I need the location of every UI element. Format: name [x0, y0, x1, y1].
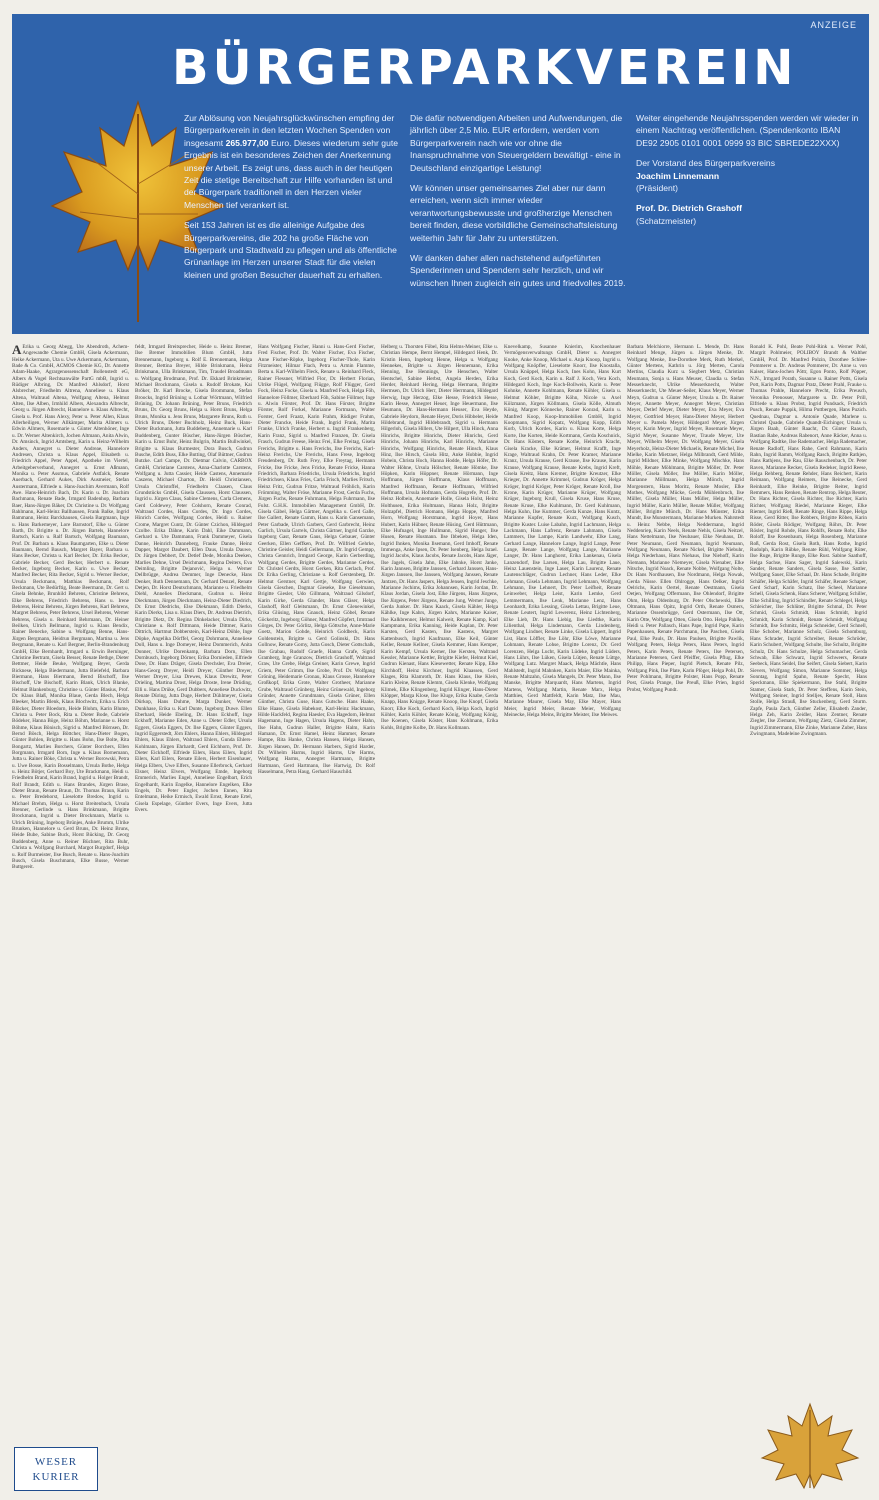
recognition-text: Dieses wiederum sehr gute Ergebnis ist ein besonderes Zeichen der Anerkennung unserer Arbeit. Es zeigt uns, dass auch in der heutigen Zeit die stetige Bereitschaft zur Hilfe vorhanden ist und der Bürgerpark traditionell in den Herzen vieler Menschen tief verankert ist. — [184, 137, 399, 210]
donor-names: Barbara Melchiorre, Hermann L. Mende, Dr. Hans Reinhard Menge, Jürgen u. Jürgen Menke, Dr. Wolfgang Menke, Ilse-Dorothee Merk, Ruth Merkel, Günter Mertens, Kathrin u. Jörg Merten, Carola Mertins, Claudia Kurz u. Siegbert Metz, Christian Meumann, Sonja u. Hans Meuser, Claudia u. Stefan Messerknecht, Ulrike Messerknecht, Walter Messerknecht, Ute Meuer-Seiler, Klaus Meyer, Werner Meyn, Gudrun u. Günter Meyer, Ursula u. Dr. Rainer Meyer, Annette Meyer, Annegret Meyer, Christian Meyer, Detlef Meyer, Dieter Meyer, Eva Meyer, Eva Meyer, Gottfried Meyer, Hans-Dieter Meyer, Herbert Meyer u. Pamela Meyer, Hildegard Meyer, Jürgen Meyer, Karin Meyer, Ingrid Meyer, Rosemarie Meyer, Sigrid Meyer, Susanne Meyer, Traude Meyer, Ute Meyer, Wilhelm Meyer, Dr. Wolfgang Meyer, Gisela Meyerholz, Heinz-Dieter Michaelis, Renate Michel, Ilse Mielke, Karin Mietzner, Helga Milbrandt, Gerd Milde, Ingrid Mildner, Elke Minke, Wolfgang Mischke, Hans Möhle, Renate Möhlmann, Brigitte Möller, Dr. Peter Möller, Gisela Möller, Ilse Möller, Karin Möller, Marianne Möllmann, Helga Mönch, Ingrid Morgenstern, Hans Moritz, Renate Mosler, Elke Mothes, Wolfgang Mücke, Gerda Mühlenbruch, Ilse Müller, Gisela Müller, Hans Müller, Helga Müller, Ingrid Müller, Karin Müller, Renate Müller, Wolfgang Müller, Brigitte Münch, Dr. Hans Münster, Erika Mundt, Ilse Munstermann, Marianne Murken. Nahrstedt u. Heinz Nebbe, Helga Neddermann, Ingrid Neddenriep, Karin Neels, Renate Nehls, Gisela Neitzel, Hans Nettelmann, Ilse Neubauer, Elke Neuhaus, Dr. Peter Neumann, Gerd Neumann, Ingrid Neumann, Wolfgang Neumann, Renate Nickel, Brigitte Niebuhr, Helga Niederhaus, Hans Niehaus, Ilse Niehoff, Karin Niemann, Marianne Niemeyer, Gisela Nienaber, Elke Nitsche, Ingrid Noack, Renate Nobbe, Wolfgang Nolte, Dr. Hans Nordhausen, Ilse Nordmann, Helga Nowak, Gerda Nüsse. Ellen Ohlrogge, Hans Oelker, Ingrid Oelrichs, Karin Oertel, Renate Oestmann, Gisela Oetjen, Wolfgang Offermann, Ilse Ohlendorf, Brigitte Ohm, Helga Oldenburg, Dr. Peter Olschewski, Elke Oltmann, Hans Opitz, Ingrid Orth, Renate Osmers, Marianne Ossenbrügge, Gerd Ostermann, Ilse Ott, Karin Otte, Wolfgang Otten, Gisela Otto. Helga Pahlke, Heidi u. Peter Pallasch, Hans Pape, Ingrid Pape, Karin Papenhausen, Renate Parchmann, Ilse Paschen, Gisela Paul, Elke Pauls, Dr. Hans Paulsen, Brigitte Pawlik, Wolfgang Peters, Helga Peters, Hans Peters, Ingrid Peters, Karin Peters, Renate Peters, Ilse Petersen, Marianne Petersen, Gerd Pfeiffer, Gisela Pflug, Elke Philipp, Hans Pieper, Ingrid Pietsch, Renate Pilz, Wolfgang Pink, Ilse Plate, Karin Plöger, Helga Pohl, Dr. Peter Pohlmann, Brigitte Polster, Hans Popp, Renate Post, Gisela Prange, Ilse Preuß, Elke Prien, Ingrid Probst, Wolfgang Pundt. — [627, 344, 744, 693]
donor-names: Hans Wolfgang Fischer, Hanni u. Hans-Gerd Fischer, Fred Fischer, Prof. Dr. Walter Fischer, Eva Fischer, Anne Fischer-Röpke, Ingeborg Fischer-Thole, Karin Fitzmeister, Hilmar Flach, Petra u. Armin Flamme, Berta u. Karl-Wilhelm Fleck, Renate u. Reinhard Fleck, Rainer Flessner, Wilfried Flor, Dr. Herbert Florian, Ulrike Flügel, Wolfgang Flügge, Rolf Flügger, Gerd Fock, Heinz Focke, Gisela u. Manfred Fock, Helga Föh, Hannelore Föllmer, Eberhard Föh, Sabine Föllmer, Inge u. Alwin Förster, Prof. Dr. Hans Förster, Brigitte Förster, Rolf Forkel, Marianne Fortmann, Walter Forster, Gerd Fraatz, Karin Frahm, Rüdiger Frahm, Dieter Francke, Heide Frank, Ingrid Frank, Marita Franke, Ulrich Franke, Herbert u. Ingrid Frankenberg, Karin Franz, Sigrid u. Manfred Franzen, Dr. Gisela Frasch, Gudrun Freese, Heinz Frei, Elke Freitag, Gisela Frerichs, Brigitte u. Hans Frerichs, Ilse Frerichs, Karl-Heinz Frerichs, Ute Frerichs, Hans Frese, Ingeborg Freudenberg, Dr. Ruth Frey, Elke Freytag, Hermann Fricke, Ilse Fricke, Jens Fricke, Renate Fricke, Hanna Friedrich, Barbara Friedrichs, Ursula Friedrichs, Ingrid Friedrichsen, Klaus Fries, Carla Frisch, Marlies Fritsch, Heinz Fritz, Gudrun Fritze, Waltraud Fröhlich, Karin Frömming, Walter Fröse, Marianne Frost, Gerda Fuchs, Jürgen Fuchs, Renate Fuhrmann, Helga Fuhrmann, Ilse Fulst. G.H.K. Immobilien Management GmbH, Dr. Gisela Gäbel, Helga Gärtner, Angelika u. Gerd Galle, Ilse Gallert, Renate Gamm, Hans u. Karin Gansemann, Peter Garbade, Ulrich Garbers, Gerd Garbrecht, Heinz Garlich, Ursula Garrels, Christa Gärtner, Ingrid Garzke, Ingeborg Gast, Renate Gaus, Helga Gebauer, Günter Geerken, Ellen Geffken, Prof. Dr. Wilfried Gehrke, Christine Geisler, Heidi Gellermann, Dr. Ingrid Gempp, Christa Gennrich, Irmgard George, Karin Gerberding, Wolfgang Gerdes, Brigitte Gerdes, Marianne Gerdes, Dr. Christel Gerdts, Horst Gerken, Rita Gerlach, Prof. Dr. Erika Gerling, Christiane u. Rolf Gerstenberg, Dr. Helmut Gerstner, Karl Gertje, Wolfgang Gerwien, Gisela Gieschen, Dagmar Gieseke, Ilse Gieselmann, Brigitte Giesler, Udo Gillmann, Waltraud Gilsdorf, Karin Girke, Gerda Glander, Hans Gläser, Helga Glashoff, Rolf Gleitsmann, Dr. Ernst Glenewinkel, Erika Glüsing, Hans Gnauck, Heinz Göbel, Renate Göckeritz, Ingeborg Göhner, Manfred Göpfert, Irmtraud Görges, Dr. Peter Görlitz, Helga Göttsche, Anne-Marie Goetz, Marion Gohde, Heinrich Goldbeck, Karin Goldenstein, Brigitte u. Gerd Golinski, Dr. Hans Gollnow, Renate Gorny, Jutta Gosch, Dieter Gottschalk, Ilse Grabau, Rudolf Graefe, Hanna Grafe, Sigrid Gramberg, Inge Granzow, Dietrich Grashoff, Waltraud Graw, Ute Grebe, Helga Greiner, Karin Grewe, Ingrid Griem, Peter Grimm, Ilse Grobe, Prof. Dr. Wolfgang Gröning, Heidemarie Gronau, Klaus Grosse, Hannelore Großkopf, Erika Grote, Walter Grotheer, Marianne Grube, Waltraud Grünberg, Heinz Grünewald, Ingeborg Gründer, Annette Grundmann, Gisela Grüner, Ellen Günther, Christa Guse, Hans Gutsche. Hans Haake, Elke Haase, Gisela Habekost, Karl-Heinz Hackmann, Hilde Hackfeld, Regina Haesler, Eva Hagedorn, Helmut Hagemann, Inge Hagen, Ursula Hagens, Dieter Hahn, Ilse Hahn, Gudrun Haller, Brigitte Halm, Karin Hamann, Dr. Ernst Hamel, Heinz Hammer, Renate Hampe, Rita Hanke, Christa Hansen, Helga Hansen, Jürgen Hansen, Dr. Hermann Harbers, Sigrid Harder, Dr. Wilhelm Harms, Ingrid Harms, Ute Harms, Wolfgang Harms, Annegret Hartmann, Brigitte Hartmann, Gerd Hartmann, Ilse Hartwig, Dr. Rolf Hasselmann, Petra Haug, Gerhard Hauschild. — [258, 344, 375, 776]
donation-amount: 265.977,00 — [225, 137, 269, 148]
goal-paragraph: Wir können unser gemeinsames Ziel aber nur dann erreichen, wenn sich immer wieder verantwortungsbewusste und großherzige Menschen bereit finden, diese vorbildliche Gemeinschaftsleistung weiterhin Jahr für Jahr zu unterstützen. — [410, 183, 618, 243]
donor-column-7 — [750, 344, 867, 1484]
donor-names: Knevelkamp, Susanne Knierim, Knochenhauer Vermögensverwaltungs GmbH, Dieter u. Annegret Knoke, Anke Knoop, Michael u. Anja Knoop, Ingrid u. Wolfgang Knöpfler, Lieselotte Knorr, Ilse Knostalla, Ursula Knüppel, Helga Koch, Ines Kohn, Hans Kurt Koch, Gerd Koch, Karin u. Ralf J. Koch, Vera Koch, Hildegard Koch, Inge Koch-Bollwein, Karin u. Peter Kohnke, Annette Kohlmann, Renate Köhler, Gisela u. Helmut Köhler, Brigitte Köhn, Nicole u. Axel Kölzmann, Jürgen Köllmann, Gisela Kölle, Almuth König, Margret Könnecke, Rainer Konrad, Karin u. Manfred Koop, Koop-Immobilien GmbH, Ingrid Koopmann, Sigrid Kopatz, Wolfgang Kopp, Edith Korb, Ulrich Kordes, Karin u. Klaus Korte, Helga Korte, Ilse Korten, Heide Kortmann, Gerda Koschnick, Dr. Hans Kösters, Renate Kothe, Heinrich Kracht, Gisela Kracke, Elke Krämer, Helmut Krafft, Inge Krage, Waltraud Krahn, Dr. Peter Kramer, Marianne Kranz, Ursula Krause, Gerd Krause, Ilse Krause, Karin Krause, Wolfgang Krause, Renate Krebs, Ingrid Kreft, Gisela Kreitz, Hans Kremer, Brigitte Kreutzer, Elke Krieger, Dr. Annette Krimmel, Gudrun Kröger, Helga Kröger, Ingrid Kröger, Peter Kröger, Renate Kroll, Ilse Krone, Karin Krüger, Marianne Krüger, Wolfgang Krüger, Ingeborg Krull, Gisela Kruse, Hans Kruse, Renate Kruse, Elke Kuhlmann, Dr. Gerd Kuhlmann, Helga Kuhn, Ilse Kummer, Gerda Kunze, Hans Kuntz, Marianne Kupfer, Renate Kurz, Wolfgang Kusch, Brigitte Kuster. Luise Labahn, Ingrid Lachmann, Helga Lackmann, Hans Lafrenz, Renate Lahmann, Gisela Lammers, Ilse Lampe, Karin Landwehr, Elke Lang, Gerhard Lange, Hannelore Lange, Ingrid Lange, Peter Lange, Renate Lange, Wolfgang Lange, Marianne Langer, Dr. Hans Langhorst, Erika Lankenau, Gisela Lanzendorf, Ilse Larsen, Helga Lau, Brigitte Laue, Heinz Lauenstein, Inge Lauer, Karin Laurenz, Renate Lautenschläger, Gudrun Lechner, Hans Leder, Elke Lehmann, Gisela Lehmann, Ingrid Lehmann, Wolfgang Lehmann, Ilse Lehnert, Dr. Peter Leifheit, Renate Leinweber, Helga Leist, Karin Lemke, Gerd Lemmermann, Ilse Lenk, Marianne Lenz, Hans Leonhardt, Erika Lessing, Gisela Lettau, Brigitte Leue, Renate Leutert, Ingrid Lewerenz, Heinz Lichtenberg, Elke Lieb, Dr. Hans Liebig, Ilse Liedtke, Karin Lilienthal, Helga Lindemann, Gerda Lindenberg, Wolfgang Lindner, Renate Linke, Gisela Lippert, Ingrid List, Hans Löffler, Ilse Löhr, Elke Löwe, Marianne Lohmann, Renate Lohse, Brigitte Lorenz, Dr. Gerd Lorenzen, Helga Lucht, Karin Lüdeke, Ingrid Lüders, Hans Lührs, Ilse Lüken, Gisela Lütjen, Renate Lüttge, Wolfgang Lutz. Margret Maack, Helga Mächtle, Hans Mahlstedt, Ingrid Mahnken, Karin Maier, Elke Mainka, Renate Maltzahn, Gisela Mangels, Dr. Peter Mann, Ilse Manske, Brigitte Marquardt, Hans Martens, Ingrid Martens, Wolfgang Martin, Renate Marx, Helga Matthies, Gerd Mattfeldt, Karin Matz, Ilse Mau, Marianne Maurer, Gisela May, Elke Mayer, Hans Meier, Ingrid Meier, Renate Meier, Wolfgang Meinecke, Helga Meins, Brigitte Meister, Ilse Meiwes. — [504, 344, 621, 718]
board-signature — [636, 157, 864, 194]
intro-text-pre: Zur Ablösung von Neujahrsglückwünschen empfing der Bürgerparkverein in den letzten Wochen Spenden von insgesamt — [184, 113, 395, 148]
donor-column-5 — [504, 344, 621, 1484]
small-maple-leaf-icon — [760, 1400, 860, 1490]
board-intro: Der Vorstand des Bürgerparkvereins — [636, 158, 776, 169]
banner-column-2 — [410, 112, 628, 297]
donor-names: Ronald K. Pohl, Beate Pohl-Rink u. Werner Pohl, Margrit Pohlmeier, POLIBOY Brandt & Walther GmbH, Prof. Dr. Manfred Polzin, Dorothee Schlee-Pommerer u. Dr. Andreas Pommerer, Dr. Anne u. von Kaiser, Hans-Jochen Pöttr, Egon Ponto, Rolf Pöpper, N.N., Irmgard Porath, Susanne u. Rainer Potts, Gisela Pott, Karin Potts, Dagmar Pratz, Dieter Prahl, Frauke u. Thomas Prahle, Hannelore Precht, Erika Preusch, Veronika Prenosser, Margarete u. Dr. Peter Prill, Elfriede u. Klaus Probst, Ingrid Pundsack, Friedrich Pusch, Renate Puppik, Hilma Puttbergen, Hans Puzich. Quednau, Dagmar u. Antonie Quade, Marlene u. Christel Quade, Gabriele Quandt-Eichinger, Ursula u. Jürgen Baab, Günter Raacht, Dr. Günter Raasch, Bastian Rabe, Andreas Rabenort, Anne Räcker, Anna u. Wolfgang Radtke, Ilse Rademacher, Helga Rademacher, Renate Radloff, Hans Rahe, Gerd Rahmann, Karin Rahn, Ingrid Ramm, Wolfgang Rasch, Brigitte Rathjen, Hans Rathjens, Ilse Rau, Elke Rauschenbach, Dr. Peter Raven, Marianne Recker, Gisela Redeker, Ingrid Reese, Helga Rehberg, Renate Rehder, Hans Reichert, Karin Reimann, Wolfgang Reimers, Ilse Reinecke, Gerd Reinhardt, Elke Reinke, Brigitte Reiter, Ingrid Remmers, Hans Renken, Renate Rentrop, Helga Reuter, Dr. Hans Richter, Gisela Richter, Ilse Richter, Karin Richter, Wolfgang Riedel, Marianne Rieger, Elke Riemer, Ingrid Rieß, Renate Ringe, Hans Rippe, Helga Risse, Gerd Ritter, Ilse Robbers, Brigitte Röben, Karin Röder, Gisela Rödiger, Wolfgang Röhrs, Dr. Peter Rösler, Ingrid Rohde, Hans Rohlfs, Renate Rohr, Elke Roloff, Ilse Rosenbaum, Helga Rosenberg, Marianne Roß, Gerda Rost, Gisela Roth, Hans Rothe, Ingrid Rudolph, Karin Rübke, Renate Rühl, Wolfgang Rüter, Ilse Ruge, Brigitte Runge, Elke Rust. Sabine Saathoff, Helga Sachse, Hans Sager, Ingrid Salewski, Karin Sander, Renate Sanders, Gisela Sasse, Ilse Sattler, Wolfgang Sauer, Elke Schaal, Dr. Hans Schade, Brigitte Schäfer, Helga Schäfer, Ingrid Schäfer, Renate Schaper, Gerd Scharf, Karin Schatz, Ilse Scheel, Marianne Schell, Gisela Schenk, Hans Scherer, Wolfgang Schiller, Elke Schilling, Ingrid Schindler, Renate Schlegel, Helga Schleicher, Ilse Schlüter, Brigitte Schmal, Dr. Peter Schmid, Gisela Schmidt, Hans Schmidt, Ingrid Schmidt, Karin Schmidt, Renate Schmidt, Wolfgang Schmidt, Ilse Schmitz, Helga Schneider, Gerd Schnell, Elke Schober, Marianne Scholz, Gisela Schomburg, Hans Schrader, Ingrid Schreiber, Renate Schröder, Karin Schubert, Wolfgang Schulte, Ilse Schultz, Brigitte Schulz, Dr. Hans Schulze, Helga Schumacher, Gerda Schwab, Elke Schwarz, Ingrid Schweers, Renate Seebeck, Hans Seidel, Ilse Seifert, Gisela Siebert, Karin Sievers, Wolfgang Simon, Marianne Sommer, Helga Sonntag, Ingrid Spahn, Renate Specht, Hans Speckmann, Elke Spiekermann, Ilse Stahl, Brigitte Stamer, Gisela Stark, Dr. Peter Steffens, Karin Stein, Wolfgang Steiner, Ingrid Stelljes, Renate Stoll, Hans Stolle, Helga Strauß, Ilse Stuckenberg, Gerd Sturm. Zapfe, Paula Zach, Günther Zeller, Elisabeth Zander, Helga Zeh, Karin Zeidler, Hans Zentner, Renate Ziegler, Ilse Ziemann, Wolfgang Zietz, Gisela Zimmer, Ingrid Zimmermann, Elke Zinke, Marianne Zuber, Hans Zwingmann, Madeleine Zwingmann. — [750, 344, 867, 737]
treasurer-name: Prof. Dr. Dietrich Grashoff — [636, 203, 743, 214]
intro-paragraph — [184, 112, 402, 211]
funding-paragraph: Die dafür notwendigen Arbeiten und Aufwendungen, die jährlich über 2,5 Mio. EUR erfordern, werden vom Bürgerparkverein nach wie vor ohne die Inanspruchnahme von Steuergeldern bewältigt - eine in Deutschland einzigartige Leistung! — [410, 113, 623, 173]
weser-kurier-logo — [14, 1447, 98, 1491]
thanks-paragraph: Wir danken daher allen nachstehend aufgeführten Spenderinnen und Spendern sehr herzlich, und wir wünschen Ihnen zugleich ein gutes und friedvolles 2019. — [410, 253, 626, 288]
addendum-text: Weiter eingehende Neujahrsspenden werden wir wieder in einem Nachtrag veröffentlichen. — [636, 113, 859, 136]
donor-column-4 — [381, 344, 498, 1484]
donor-column-1 — [12, 344, 129, 1484]
donation-account: (Spendenkonto IBAN DE92 2905 0101 0001 0999 93 BIC SBREDE22XXX) — [636, 125, 841, 148]
banner-column-3 — [636, 112, 864, 235]
president-role: (Präsident) — [636, 183, 679, 194]
donor-names: Helberg u. Thorsten Föbel, Rita Helms-Meiner, Elke u. Christian Hempe, Bernt Hempel, Hildegard Henk, Dr. Kristin Henn, Ingeborg Henne, Helga u. Wolfgang Hennekes, Brigitte u. Jürgen Hennemann, Erika Henning, Ilse Hennings, Ute Henschen, Walter Hentschel, Sabine Herbst, Angela Herden, Erika Herder, Reinhard Hering, Helga Hermann, Brigitte Hermsen, Dr. Ulrich Herr, Dieter Herrmann, Hildegard Herwig, Inge Herzog, Elke Hesse, Friedrich Hesse, Karin Hesse, Annegret Heuer, Inge Heuermann, Ilse Heumann, Dr. Hans-Hermann Heuser, Eva Heyde, Gabriele Heydorn, Renate Heyer, Doris Hibbeler, Heide Hildebrand, Ingrid Hildebrandt, Sigrid u. Hermann Hilgerloh, Gisela Hillers, Ute Hilpert, Ulla Hinck, Anna Hinrichs, Brigitte Hinrichs, Dieter Hinrichs, Gerd Hinrichs, Johann Hinrichs, Karl Hinrichs, Marianne Hinrichs, Wolfgang Hinrichs, Renate Hinsch, Klaus Hinz, Ilse Hirsch, Gisela Hitz, Anke Hobbie, Ingrid Hobein, Christa Hoch, Hanna Hodde, Helga Höfer, Dr. Walter Höhne, Ursula Hölscher, Renate Hömke, Ilse Höpken, Karin Höppner, Renate Hörmann, Inge Hoffmann, Jürgen Hoffmann, Klaus Hoffmann, Manfred Hoffmann, Renate Hoffmann, Wilfried Hoffmann, Ursula Hofmann, Gerda Hogrefe, Prof. Dr. Heinz Holbein, Annemarie Holle, Gisela Holst, Heinz Holthusen, Erika Holtmann, Hanna Holz, Brigitte Holzapfel, Dietrich Homann, Helga Hoppe, Manfred Horn, Wolfgang Horstmann, Ingrid Hoyer, Hans Hubert, Karin Hübner, Renate Hüsing, Gerd Hüttmann, Elke Hufnagel, Inge Hullmann, Sigrid Hunger, Ilse Husen, Renate Husmann. Ilse Ibbeken, Helga Iden, Ingrid Ihnken, Monika Ilsemann, Gerd Imhoff, Renate Immenga, Anke Ipsen, Dr. Peter Isenberg, Helga Israel. Ingrid Jacobs, Klaus Jacobs, Renate Jacobs, Hans Jäger, Ilse Jagels, Gisela Jahn, Elke Jahnke, Horst Janke, Karin Jannsen, Brigitte Janssen, Gerhard Janssen, Hans-Jürgen Janssen, Ilse Janssen, Wolfgang Janssen, Renate Jantzen, Dr. Hans Jaspers, Helga Jensen, Ingrid Jeschke, Marianne Jochims, Erika Johannsen, Karin Jordan, Dr. Klaus Jordan, Gisela Jost, Elke Jürgens, Hans Jürgens, Ilse Jürgens, Peter Jürgens, Renate Jung, Werner Junge, Gerda Junker. Dr. Hans Kaack, Gisela Kähler, Helga Kählke, Inge Kahrs, Jürgen Kahrs, Marianne Kaiser, Ilse Kalkbrenner, Helmut Kalweit, Renate Kamp, Karl Kampmann, Erika Kanning, Heide Kaplan, Dr. Peter Karsten, Gerd Kasten, Ilse Kastens, Margret Kattenbusch, Ingrid Kaufmann, Elke Keil, Günter Keller, Renate Kellner, Gisela Kemmer, Hans Kemper, Karin Kempf, Ursula Kerner, Ilse Kersten, Waltraud Kessler, Marianne Kettler, Brigitte Kiefer, Helmut Kiel, Gudrun Kienast, Hans Kiesewetter, Renate Kipp, Elke Kirchhoff, Heinz Kirchner, Ingrid Klaassen, Gerd Klages, Rita Klamroth, Dr. Hans Klaus, Ilse Klein, Karin Kleine, Renate Klemm, Gisela Klenke, Wolfgang Klimek, Elke Klingenberg, Ingrid Klinger, Hans-Dieter Klöpper, Marga Klose, Ilse Kluge, Erika Knabe, Gerda Knapp, Hans Knigge, Renate Knoop, Ilse Knopf, Gisela Knorr, Elke Koch, Gerhard Koch, Helga Koch, Ingrid Köhler, Karin Köhler, Renate König, Wolfgang König, Ilse Koenen, Gisela Köster, Hans Kohlmann, Erika Kohls, Brigitte Kolbe, Dr. Hans Kollmann. — [381, 344, 498, 731]
advertisement-label: ANZEIGE — [810, 20, 857, 30]
banner-column-1 — [184, 112, 402, 289]
donor-column-3 — [258, 344, 375, 1484]
treasurer-role: (Schatzmeister) — [636, 215, 697, 226]
donor-names: feldt, Irmgard Breitsprecher, Heide u. Heinz Bremer, Ilse Bremer Immobilien Blum GmbH, Jutta Brennemann, Ingeborg u. Rolf E. Brennemann, Helga Brenner, Bettina Breyer, Hilde Brinkmann, Heinz Brinkmann, Ulla Brinkmann, Tim, Traudel Broadmann u. Wolfgang Brodmann, Prof. Dr. Ekkard Brinkmeier, Michael Brockmann, Gisela u. Rudolf Brokate, Kai Bröker, Dr. Karl Brocke, Gisela Brommann, Stefan Broocks, Ingrid Brüning u. Lothar Wörtmann, Wilfried Brüning, Dr. Johann Brüning, Peter Bruns, Friedrich Bruns, Dr. Georg Bruns, Helga u. Horst Bruns, Helga Bruns, Monika u. Jens Bruns, Margarete Bruns, Ruth u. Ulrich Bruns, Dieter Buchholz, Heinz Buck, Hans-Dieter Buckmann, Jutta Buddeberg, Annemarie u. Karl Buddenberg, Gunter Büscher, Hans-Jürgen Büscher, Karin u. Ernst Buhr, Heinz Bulgrin, Martin Bullwinkel, Brigitte u. Klaus Burmester, Dora Busch, Gudrun Busche, Edith Buss, Elke Butting, Olaf Büttner, Gudrun Butzke. Carl Campe, Dr. Dietmar Calvin, CARBOX GmbH, Christiane Carstens, Anna-Charlotte Carstens, Wolfgang u. Jutta Cassier, Heide Castens, Annemarie Caszens, Michael Charton, Dr. Heidi Christiansen, Ursula Christoffel, Friedhelm Claasen, Claus Grundstücks GmbH, Gisela Claussen, Horst Claussen, Ingrid u. Jürgen Claus, Sabine Clemens, Carla Clemens, Gerd Coldewey, Peter Colshorn, Renate Conrad, Waltraud Cordes, Hans Cordes, Dr. Ingo Cordes, Hinrich Cordes, Wolfgang Cordes, Heidi u. Rainer Crome, Margret Cuntz, Dr. Günter Czichon, Hildegard Czolbe. Erika Dähne, Karin Dahl, Eike Dammann, Gerhard u. Ute Dammann, Frank Dammeyer, Gisela Danne, Heinrich Danneberg, Frauke Danne, Heinz Dapper, Margot Daubert, Ellen Daus, Ursula Dauwe, Dr. Jürgen Debbert, Dr. Detlef Dede, Monika Deeken, Marlies Dehne, Ursel Deichmann, Regina Deiters, Eva Deimling, Brigitte Dejanović, Helga u. Werner Dellbrügge, Andrea Demmer, Inge Denecke, Hans Denker, Ruth Dennemann, Dr. Gerhard Denzel, Renate Detjen, Dr. Horst Deutschmann, Marianne u. Friedhelm Diehl, Annelies Dieckmann, Gudrun u. Heinz Dieckmann, Jürgen Dieckmann, Heinz-Dieter Diedrich, Dr. Ernst Diedrichs, Else Diekmann, Edith Dierks, Karin Dierks, Lisa u. Klaus Diers, Dr. Andreas Dietrich, Brigitte Dietz, Dr. Regina Dinkelacker, Ursula Dirks, Christiane u. Rolf Dittmann, Heide Dittmer, Karin Dittrich, Hartmut Dobberstein, Karl-Heinz Döhle, Inge Döpke, Angelika Dörffel, Georg Dohrmann, Anneliese Doll, Hans u. Inge Domeyer, Heinz Dommerich, Anita Donner, Ulrike Dorenkamp, Barbara Dorn, Ellen Dornbusch, Ingeborg Dörner, Erika Dornieden, Elfriede Dose, Dr. Hans Dräger, Gisela Drechsler, Eva Dreier, Hans-Georg Dreyer, Heidi Dreyer, Günther Dreyer, Werner Dreyer, Lisa Drewes, Klaus Drewitz, Peter Drieling, Martina Drost, Helga Droste, Irene Drüding, Elli u. Hans Drüke, Gerd Dubbers, Anneliese Duckwitz, Renate Düring, Jutta Duge, Herbert Dühlmeyer, Gisela Dürkop, Hans Duhme, Marga Dunker, Werner Dunkhase, Erika u. Karl Dunte, Ingeborg Duwe. Ellen Eberhard, Heide Ebeling, Dr. Hans Eckhoff, Inge Eckhoff, Marianne Eden, Anne u. Dieter Edler, Ursula Eggers, Gisela Eggers, Dr. Ilse Eggers, Günter Eggers, Ingrid Eggerstedt, Jörn Ehlers, Hanna Ehlers, Hildegard Ehlers, Klaus Ehlers, Waltraud Ehlers, Gunda Ehlers-Kohlmann, Jürgen Ehrhardt, Gerd Eichhorn, Prof. Dr. Dieter Eickhoff, Elfriede Eilers, Hans Eilers, Ingrid Eilers, Karl Eilers, Renate Eilers, Herbert Eisenhauer, Helga Elbers, Uwe Elfers, Susanne Ellerbrock, Gerhard Elsner, Heinz Elvers, Wolfgang Emde, Ingeborg Emmerich, Marlies Engel, Anneliese Engelbart, Erich Engelhardt, Karin Engelke, Hannelore Engelken, Elke Engels, Dr. Peter Engler, Jochen Ennen, Rita Entelmann, Heike Ermisch, Ewald Ernst, Renate Ertel, Gisela Espelage, Günther Evers, Inge Evers, Jutta Evers. — [135, 344, 252, 814]
logo-line-1: WESER — [34, 1456, 78, 1468]
advertisement-banner — [12, 14, 869, 334]
president-name: Joachim Linnemann — [636, 170, 720, 181]
donor-column-6 — [627, 344, 744, 1484]
addendum-paragraph — [636, 112, 864, 149]
donor-list — [12, 344, 869, 1484]
donor-column-2 — [135, 344, 252, 1484]
intro-text-post: Euro. — [270, 137, 292, 148]
donor-names: Erika u. Georg Abegg, Ute Abendroth, Achem-Angewandte Chemie GmbH, Gisela Ackermann, Heike Ackermann, Uta u. Uwe Ackermann, Ackermann, Bade & Co. GmbH, ACMOS Chemie KG, Dr. Annette Adam-Haake, Agrargenossenschaft Bollenstedt eG, Albers & Vogel Rechtsanwälte PartG mbB, Ingrid u. Rüdiger Albring, Dr. Manfred Ahlsdorf, Horst Alsbrecher, Friedhelm Altrena, Anneliese u. Klaus Altena, Waltraud Altena, Wolfgang Altena, Helmut Alten, Ilse Alben, Irmhild Albers, Alexandra Albrecht, Georg u. Jürgen Albrecht, Hannelore u. Klaus Albrecht, Gisela u. Prof. Hans Alexy, Peter u. Peter Allen, Klaus Allerheiligen, Werner Allkämper, Marita Allmers u. Edwin Allmers, Rosemarie u. Günter Altenhöner, Inge u. Dr. Werner Altenkirch, Jochen Altmann, Anita Alwin, Dr. Amsinck, Ingrid Amtsberg, Karin u. Heinz-Wilhelm Anders, Annegret u. Dieter Andreae, Hannelore Andresen, Christa u. Klaus Appel, Elisabeth u. Friedrich Appel, Peter Appel, Apotheke im Viertel, Arbeitgeberverband, Annegret u. Ernst Aßmann, Monika u. Peter Assmus, Gabriele Astfalck, Renate Auerbach, Gerhard Aukes, Dirk Ausmeier, Stefan Austermann, Elfriede u. Hans-Joachim Avermann, Rolf Awe. Hans-Heinrich Bach, Dr. Karin u. Dr. Joachim Bachmann, Renate Bade, Irmgard Badenhop, Barbara Baer, Hans-Jürgen Bäker, Dr. Christine u. Dr. Wolfgang Bahlmann, Karl-Heinz Ballhausen, Frank Balke, Ingrid Bammann, Heinz Barckhausen, Gisela Bargmann, Inge u. Hans Barkemeyer, Lore Barnstorf, Elke u. Günter Barth, Dr. Brigitte u. Dr. Jürgen Bartels, Hannelore Bartsch, Karin u. Ralf Bartsch, Wolfgang Baumann, Prof. Dr. Barbara u. Klaus Baumgarten, Elke u. Dieter Baumann, Bernd Bausch, Margret Bayer, Barbara u. Hans Becker, Christa u. Karl Becker, Dr. Erika Becker, Gabriele Becker, Gerd Becker, Herbert u. Renate Becker, Ingeborg Becker, Karin u. Uwe Becker, Manfred Becker, Rita Becker, Sigrid u. Werner Becker, Ursula Beckmann, Matthias Beckmann, Rolf Beckmann, Ute Bedürftig, Beate Beermann, Dr. Gert u. Gisela Behnke, Brunhild Behrens, Christine Behrens, Elke Behrens, Friedrich Behrens, Hans u. Irene Behrens, Heinz Behrens, Jürgen Behrens, Karl Behrens, Margret Behrens, Peter Behrens, Ursel Behrens, Werner Behrens, Gisela u. Reinhard Behrmann, Dr. Heiner Beilken, Ulrich Bellmann, Ingrid u. Klaus Bendix, Rainer Benecke, Sabine u. Wolfgang Benne, Hans-Jürgen Bergmann, Heidrun Bergmann, Martina u. Jens Bergmann, Renate u. Karl Bergner, Berlin-Brandenburg GmbH, Elke Bernhardt, Irmgard u. Erwin Berninger, Christine Bertram, Gisela Besser, Renate Bethge, Dieter Bettmer, Heide Beuke, Wolfgang Beyer, Gerda Bicknese, Helga Biedermann, Jutta Bielefeld, Barbara Biermann, Hans Biermann, Bernd Bischoff, Ilse Bischoff, Ute Bischoff, Karin Blank, Ulrich Blanke, Helmut Blankenburg, Christine u. Günter Blasius, Prof. Dr. Klaus Blaß, Monika Blaue, Gerda Blech, Helga Bleeker, Martin Blenk, Klaus Blochwitz, Erika u. Erich Blöcker, Dieter Bloedorn, Heide Blohm, Karin Blume, Christa u. Peter Bock, Rita u. Dieter Bode, Gabriele Bödeker, Hanna Böge, Heinz Böhm, Marianne u. Horst Böhme, Klaus Bönisch, Sigrid u. Manfred Börnsen, Dr. Bernd Bösch, Helga Böttcher, Hans-Dieter Bogen, Günter Bohlen, Brigitte u. Hans Bohn, Ilse Bolte, Rita Bongartz, Marlies Borchers, Günter Borchers, Ellen Borgmann, Irmgard Born, Inge u. Klaus Bornemann, Jutta u. Rainer Böke, Christa u. Werner Borowski, Petra u. Uwe Bosse, Karin Bosselmann, Ursula Bothe, Helga u. Heinz Bötjer, Gerhard Boy, Ute Brackmann, Heidi u. Friedhelm Brand, Karin Brand, Ingrid u. Holger Brandt, Rolf Brandt, Edith u. Hans Brandes, Jürgen Brase, Dieter Braun, Renate Braun, Dr. Thomas Braun, Karin u. Peter Bredehorst, Lieselotte Bredow, Ingrid u. Michael Brehm, Helga u. Horst Breitenbach, Ursula Brenner, Gerlinde u. Hans Brinkmann, Brigitte Brockmann, Ingrid u. Dieter Brockmann, Marlis u. Ulrich Brüning, Ingeborg Brünjes, Anke Brumm, Ulrike Brunken, Hannelore u. Gerd Bruns, Dr. Heinz Bruns, Heide Bube, Sabine Buck, Horst Bücking, Dr. Georg Buddenberg, Anne u. Reiner Büchner, Rita Buhr, Christa u. Wolfgang Burchard, Margot Burgdorf, Helga u. Rolf Burmeister, Ilse Busch, Renate u. Hans-Joachim Busch, Gisela Buschmann, Elke Busse, Werner Buttgereit. — [12, 344, 129, 871]
banner-title: BÜRGERPARKVEREIN — [172, 40, 798, 96]
history-paragraph: Seit 153 Jahren ist es die alleinige Aufgabe des Bürgerparkvereins, die 202 ha große Fläche von Bürgerpark und Stadtwald zu pflegen und als öffentliche Grünanlage im Herzen unserer Stadt für die vielen kleinen und großen Besucher dauerhaft zu erhalten. — [184, 220, 397, 280]
drop-initial: A — [12, 344, 22, 357]
treasurer-signature — [636, 202, 864, 227]
logo-line-2: KURIER — [32, 1471, 80, 1483]
